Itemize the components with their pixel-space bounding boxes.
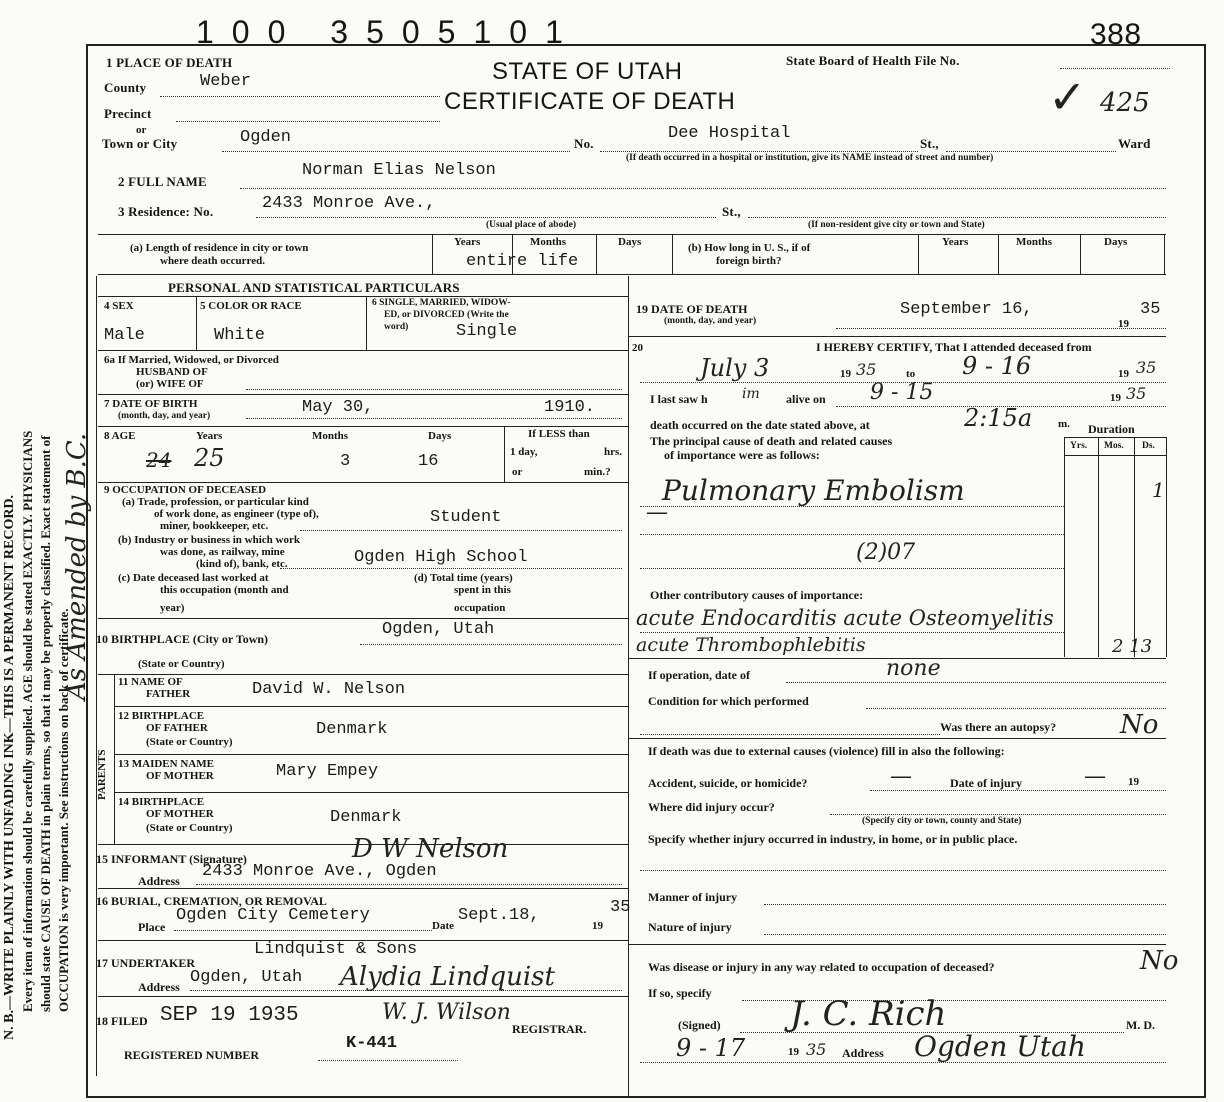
nature-line (764, 934, 1166, 935)
certify-from-value: July 3 (700, 354, 770, 382)
row-external-bottom (628, 944, 1166, 945)
residence-col-1 (432, 234, 433, 274)
residence-length-value: entire life (466, 252, 579, 271)
if-so-specify-label: If so, specify (648, 986, 712, 1000)
father-value: David W. Nelson (252, 680, 406, 699)
primary-cause-duration: 1 (1152, 478, 1165, 502)
age-struck-value: 24 (146, 448, 172, 472)
residence-value: 2433 Monroe Ave., (262, 194, 436, 213)
mother-birthplace-label-c: (State or Country) (146, 822, 233, 834)
age-days-header: Days (428, 430, 452, 442)
residence-col-4 (672, 234, 673, 274)
age-months-header: Months (312, 430, 349, 442)
row-death-date-bottom (628, 336, 1166, 337)
father-birthplace-label-c: (State or Country) (146, 736, 233, 748)
full-name-value: Norman Elias Nelson (302, 161, 496, 180)
contributory-cause-2: acute Thrombophlebitis (636, 634, 866, 656)
filed-label: 18 FILED (96, 1014, 148, 1028)
mother-birthplace-label-b: OF MOTHER (146, 808, 214, 820)
ward-label: Ward (1118, 136, 1151, 151)
personal-header-line (98, 296, 628, 297)
injury-date-dash: — (1084, 764, 1106, 789)
certify-to-value: 9 - 16 (962, 352, 1032, 380)
duration-header-bottom (1064, 455, 1166, 456)
duration-mos-header: Mos. (1104, 441, 1124, 451)
registered-number-line (318, 1060, 458, 1061)
informant-label: 15 INFORMANT (Signature) (96, 852, 247, 866)
color-col-divider (366, 296, 367, 350)
father-label-b: FATHER (146, 688, 191, 700)
age-label: 8 AGE (104, 430, 136, 442)
death-date-label-a: 19 DATE OF DEATH (636, 302, 748, 316)
cause-line-2 (640, 534, 1064, 535)
spouse-label-c: (or) WIFE OF (136, 378, 204, 390)
signed-label: (Signed) (678, 1018, 721, 1032)
mother-birthplace-label-a: 14 BIRTHPLACE (118, 796, 205, 808)
town-value: Ogden (240, 128, 292, 147)
alive-on-label: alive on (786, 392, 826, 406)
file-no-label: State Board of Health File No. (786, 53, 960, 68)
father-birthplace-label-b: OF FATHER (146, 722, 208, 734)
injury-place-line (830, 814, 1166, 815)
residence-col-5 (918, 234, 919, 274)
abode-note: (Usual place of abode) (486, 220, 576, 230)
length-residence-label-a: (a) Length of residence in city or town (130, 242, 309, 254)
hospital-value: Dee Hospital (668, 124, 791, 143)
margin-handwritten-note: As Amended by B.C. (62, 432, 92, 700)
spouse-line (246, 389, 622, 390)
personal-header: PERSONAL AND STATISTICAL PARTICULARS (168, 280, 460, 295)
burial-place-label: Place (138, 920, 166, 934)
day-label: 1 day, (510, 446, 538, 458)
alive-year-prefix: 19 (1110, 392, 1121, 404)
residence-street-label: St., (722, 204, 741, 219)
last-saw-label: I last saw h (650, 392, 708, 406)
mother-label-b: OF MOTHER (146, 770, 214, 782)
industry-label-2: was done, as railway, mine (160, 546, 285, 558)
mother-label-a: 13 MAIDEN NAME (118, 758, 214, 770)
trade-label-2: of work done, as engineer (type of), (154, 508, 319, 520)
or-label: or (136, 124, 147, 136)
registered-number-label: REGISTERED NUMBER (124, 1048, 260, 1062)
us-residence-label-a: (b) How long in U. S., if of (688, 242, 811, 254)
condition-label: Condition for which performed (648, 694, 809, 708)
injury-date-label: Date of injury (950, 776, 1022, 790)
age-days-value: 16 (418, 452, 439, 471)
operation-line (786, 682, 1166, 683)
autopsy-line (640, 734, 940, 735)
sex-value: Male (104, 326, 145, 345)
birthplace-line (360, 644, 622, 645)
margin-instruction-2: Every item of information should be carefully supplied. AGE should be stated EXACTLY. PHYSICIANS (20, 430, 35, 1012)
condition-line (866, 708, 1166, 709)
nonresident-note: (If non-resident give city or town and State) (808, 220, 985, 230)
accident-dash: — (890, 764, 912, 789)
center-divider (628, 276, 629, 1096)
undertaker-label: 17 UNDERTAKER (96, 956, 196, 970)
spouse-label-a: 6a If Married, Widowed, or Divorced (104, 354, 279, 366)
spouse-label-b: HUSBAND OF (136, 366, 208, 378)
residence-st-line (748, 217, 1166, 218)
us-residence-label-b: foreign birth? (716, 255, 782, 267)
operation-label: If operation, date of (648, 668, 750, 682)
certificate-title: CERTIFICATE OF DEATH (444, 88, 736, 115)
informant-address-value: 2433 Monroe Ave., Ogden (202, 862, 437, 881)
death-time-value: 2:15a (964, 404, 1033, 432)
residence-col-7 (1080, 234, 1081, 274)
us-months-header: Months (1016, 236, 1053, 248)
undertaker-name-value: Lindquist & Sons (254, 940, 418, 959)
checkmark-icon: ✓ (1048, 70, 1087, 124)
registrar-label: REGISTRAR. (512, 1022, 587, 1036)
county-value: Weber (200, 72, 252, 91)
file-no-handwritten: 425 (1100, 88, 1150, 118)
undertaker-address-value: Ogden, Utah (190, 968, 303, 987)
residence-table-bottom (98, 274, 1166, 275)
mother-value: Mary Empey (276, 762, 379, 781)
alive-on-value: 9 - 15 (870, 380, 934, 405)
father-birthplace-value: Denmark (316, 720, 388, 739)
row-spouse-bottom (98, 394, 628, 395)
cause-dash: — (646, 500, 668, 525)
dob-label-b: (month, day, and year) (118, 411, 211, 421)
cause-label-a: The principal cause of death and related causes (650, 434, 893, 448)
duration-col-1 (1064, 437, 1065, 657)
row-mother-bottom (114, 792, 628, 793)
residence-days-header: Days (618, 236, 642, 248)
death-date-line (836, 328, 1166, 329)
physician-signature: J. C. Rich (790, 994, 947, 1034)
cause-code: (2)07 (856, 540, 916, 565)
death-date-year-value: 35 (1140, 300, 1161, 319)
death-time-label: death occurred on the date stated above, at (650, 418, 870, 432)
sex-col-divider (196, 296, 197, 350)
us-years-header: Years (942, 236, 969, 248)
residence-line (256, 217, 716, 218)
row-occupation-bottom (98, 618, 628, 619)
certify-to-label: to (906, 368, 916, 380)
age-years-header: Years (196, 430, 223, 442)
hospital-note: (If death occurred in a hospital or institution, give its NAME instead of street and number) (626, 153, 994, 163)
hrs-label: hrs. (604, 446, 623, 458)
color-value: White (214, 326, 266, 345)
industry-value: Ogden High School (354, 548, 528, 567)
residence-col-3 (596, 234, 597, 274)
residence-table-top (98, 234, 1166, 235)
duration-yrs-header: Yrs. (1070, 441, 1088, 451)
external-causes-label: If death was due to external causes (violence) fill in also the following: (648, 744, 1005, 758)
age-months-value: 3 (340, 452, 351, 471)
undertaker-signature: Alydia Lindquist (340, 962, 555, 992)
contributory-label: Other contributory causes of importance: (650, 588, 864, 602)
last-worked-label-3: year) (160, 602, 185, 614)
duration-label: Duration (1088, 422, 1135, 436)
county-label: County (104, 80, 147, 95)
death-date-label-b: (month, day, and year) (664, 316, 757, 326)
sign-year-value: 35 (806, 1040, 827, 1059)
undertaker-address-line (190, 990, 622, 991)
industry-label-3: (kind of), bank, etc. (196, 558, 288, 570)
full-name-label: 2 FULL NAME (118, 174, 207, 189)
town-label: Town or City (102, 136, 178, 151)
age-years-value: 25 (194, 444, 225, 472)
father-birthplace-label-a: 12 BIRTHPLACE (118, 710, 205, 722)
residence-col-6 (998, 234, 999, 274)
physician-address-line (640, 1062, 1166, 1063)
death-time-m-label: m. (1058, 418, 1070, 430)
certify-from-year-value: 35 (856, 360, 877, 379)
burial-year-prefix: 19 (592, 920, 603, 932)
undertaker-address-label: Address (138, 980, 180, 994)
street-label: St., (920, 136, 939, 151)
row-age-bottom (98, 482, 628, 483)
certify-statement: I HEREBY CERTIFY, That I attended deceased from (816, 340, 1092, 354)
margin-instruction-3: should state CAUSE OF DEATH in plain terms, so that it may be properly classified. Exact statement of (38, 435, 53, 1012)
injury-year-prefix: 19 (1128, 776, 1139, 788)
autopsy-label: Was there an autopsy? (940, 720, 1057, 734)
row-autopsy-bottom (628, 738, 1166, 739)
death-date-value: September 16, (900, 300, 1033, 319)
trade-label-1: (a) Trade, profession, or particular kind (122, 496, 309, 508)
us-days-header: Days (1104, 236, 1128, 248)
burial-date-label: Date (432, 920, 454, 932)
residence-label: 3 Residence: No. (118, 204, 214, 219)
age-less-divider (504, 426, 505, 482)
burial-year-value: 35 (610, 898, 631, 917)
parents-side-label: PARENTS (96, 749, 108, 800)
burial-label: 16 BURIAL, CREMATION, OR REMOVAL (96, 894, 327, 908)
duration-col-4 (1166, 437, 1167, 657)
certify-from-year-prefix: 19 (840, 368, 851, 380)
town-line (222, 151, 570, 152)
certify-to-year-prefix: 19 (1118, 368, 1129, 380)
injury-date-line (870, 790, 1166, 791)
mother-birthplace-value: Denmark (330, 808, 402, 827)
birthplace-value: Ogden, Utah (382, 620, 495, 639)
informant-address-label: Address (138, 874, 180, 888)
marital-value: Single (456, 322, 518, 341)
injury-place-note: (Specify city or town, county and State) (862, 816, 1022, 826)
margin-instruction-4: OCCUPATION is very important. See instructions on back of certificate. (56, 608, 71, 1012)
informant-signature: D W Nelson (352, 834, 509, 864)
color-label: 5 COLOR OR RACE (200, 300, 302, 312)
marital-label-a: 6 SINGLE, MARRIED, WIDOW- (372, 298, 511, 308)
dob-line (246, 418, 622, 419)
occupation-related-label: Was disease or injury in any way related to occupation of deceased? (648, 960, 995, 974)
certify-num: 20 (632, 342, 643, 354)
physician-address-value: Ogden Utah (914, 1030, 1086, 1063)
margin-instruction-1: N. B.—WRITE PLAINLY WITH UNFADING INK—THIS IS A PERMANENT RECORD. (2, 494, 17, 1040)
last-worked-label-2: this occupation (month and (160, 584, 289, 596)
industry-label-1: (b) Industry or business in which work (118, 534, 300, 546)
md-label: M. D. (1126, 1018, 1155, 1032)
birthplace-state-label: (State or Country) (138, 658, 225, 670)
physician-address-label: Address (842, 1046, 884, 1060)
precinct-line (176, 121, 440, 122)
death-date-year-prefix: 19 (1118, 318, 1129, 330)
row-undertaker-bottom (98, 996, 628, 997)
industry-line (280, 568, 622, 569)
place-of-death-label: 1 PLACE OF DEATH (106, 55, 233, 70)
row-father-bottom (114, 706, 628, 707)
cause-line-3 (640, 568, 1064, 569)
injury-place-label: Where did injury occur? (648, 800, 775, 814)
trade-line (300, 530, 622, 531)
registrar-signature: W. J. Wilson (382, 1000, 511, 1025)
cause-label-b: of importance were as follows: (664, 448, 820, 462)
dob-value: May 30, (302, 398, 374, 417)
informant-address-line (196, 884, 622, 885)
nature-label: Nature of injury (648, 920, 732, 934)
trade-value: Student (430, 508, 502, 527)
alive-year-value: 35 (1126, 384, 1147, 403)
registered-number-value: K-441 (346, 1034, 398, 1053)
manner-label: Manner of injury (648, 890, 738, 904)
residence-col-8 (1164, 234, 1165, 274)
accident-label: Accident, suicide, or homicide? (648, 776, 808, 790)
operation-value: none (886, 656, 941, 681)
parents-side-divider (114, 674, 115, 844)
page-number: 388 (1090, 18, 1142, 51)
ward-line (946, 151, 1116, 152)
primary-cause-value: Pulmonary Embolism (662, 474, 965, 507)
row-dob-bottom (98, 426, 628, 427)
duration-ds-header: Ds. (1142, 441, 1155, 451)
injury-industry-label: Specify whether injury occurred in industry, in home, or in public place. (648, 832, 1018, 846)
marital-label-c: word) (384, 322, 409, 332)
state-title: STATE OF UTAH (492, 58, 683, 85)
sign-year-prefix: 19 (788, 1046, 799, 1058)
injury-industry-line (640, 870, 1166, 871)
precinct-label: Precinct (104, 106, 152, 121)
trade-label-3: miner, bookkeeper, etc. (160, 520, 269, 532)
hospital-line (600, 151, 918, 152)
last-saw-handwritten: im (742, 386, 760, 402)
no-label: No. (574, 136, 594, 151)
full-name-line (240, 188, 1166, 189)
contributory-line-1 (640, 632, 1064, 633)
serial-number: 100 3505101 (196, 14, 581, 50)
total-time-label-1: (d) Total time (years) (414, 572, 513, 584)
residence-months-header: Months (530, 236, 567, 248)
occupation-related-value: No (1140, 946, 1179, 976)
row-fbp-bottom (114, 754, 628, 755)
file-no-line (1060, 68, 1170, 69)
row-sex-bottom (98, 350, 628, 351)
row-informant-bottom (98, 888, 628, 889)
marital-label-b: ED, or DIVORCED (Write the (384, 310, 509, 320)
burial-place-line (174, 930, 432, 931)
min-label: min.? (584, 466, 611, 478)
contributory-duration: 2 13 (1112, 636, 1153, 657)
total-time-label-2: spent in this (454, 584, 511, 596)
contributory-cause-1: acute Endocarditis acute Osteomyelitis (636, 606, 1054, 630)
residence-years-header: Years (454, 236, 481, 248)
autopsy-value: No (1120, 710, 1159, 740)
occupation-label: 9 OCCUPATION OF DECEASED (104, 484, 267, 496)
certify-to-year-value: 35 (1136, 358, 1157, 377)
father-label-a: 11 NAME OF (118, 676, 183, 688)
less-than-label: If LESS than (528, 428, 590, 440)
duration-header-top (1064, 437, 1166, 438)
birthplace-label: 10 BIRTHPLACE (City or Town) (96, 632, 269, 646)
dob-year-value: 1910. (544, 398, 596, 417)
duration-col-2 (1098, 437, 1099, 657)
length-residence-label-b: where death occurred. (160, 255, 265, 267)
duration-col-3 (1134, 437, 1135, 657)
filed-stamp: SEP 19 1935 (160, 1004, 299, 1027)
burial-place-value: Ogden City Cemetery (176, 906, 370, 925)
age-or-label: or (512, 466, 523, 478)
sex-label: 4 SEX (104, 300, 134, 312)
dob-label-a: 7 DATE OF BIRTH (104, 398, 198, 410)
sign-date-value: 9 - 17 (676, 1034, 746, 1062)
row-birthplace-bottom (98, 674, 628, 675)
burial-date-value: Sept.18, (458, 906, 540, 925)
last-worked-label-1: (c) Date deceased last worked at (118, 572, 269, 584)
manner-line (764, 904, 1166, 905)
cause-line-1 (640, 506, 1064, 507)
total-time-label-3: occupation (454, 602, 506, 614)
county-line (160, 96, 440, 97)
